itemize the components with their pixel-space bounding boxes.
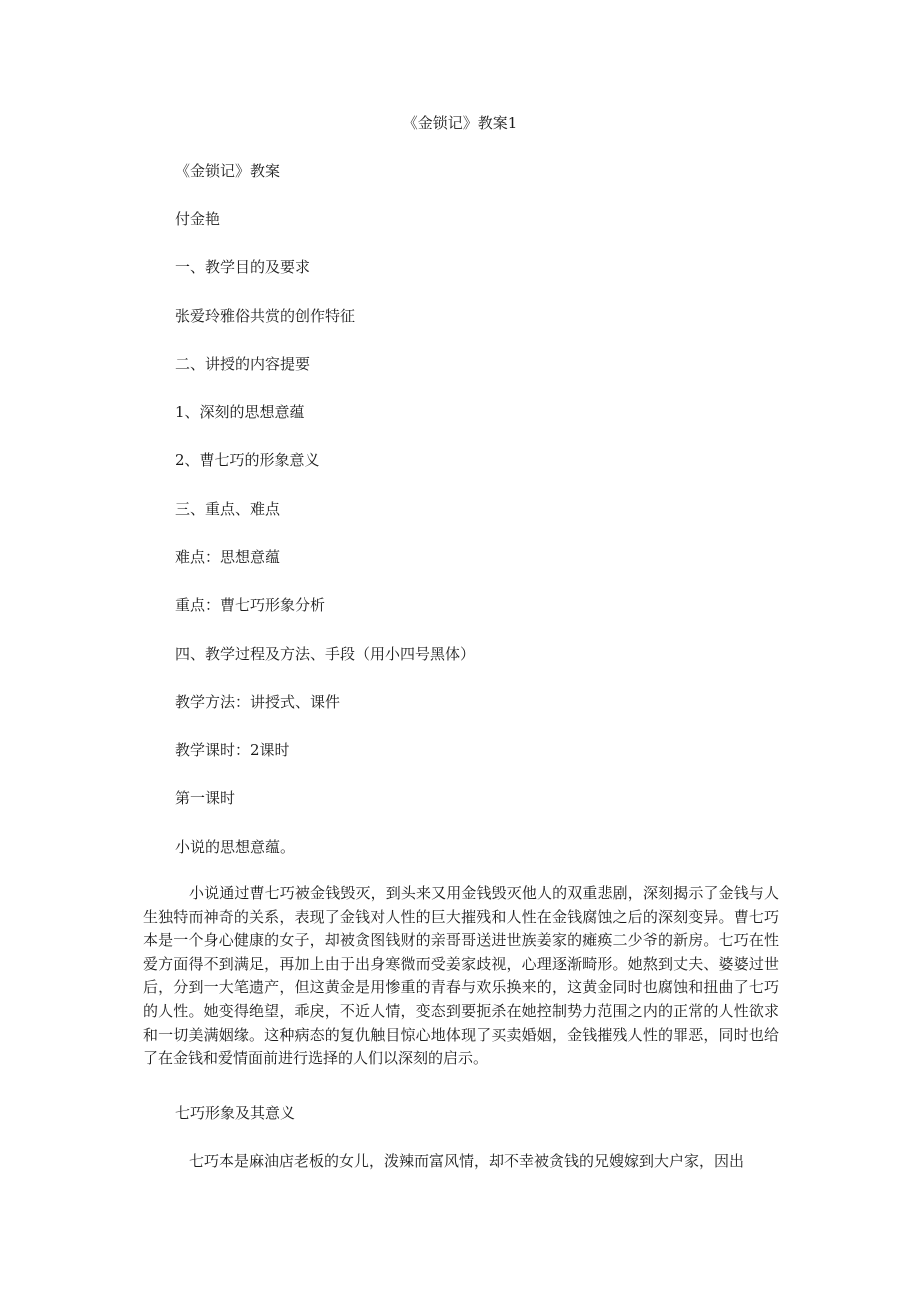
text-line: 重点：曹七巧形象分析 xyxy=(175,596,326,614)
section-heading-2: 二、讲授的内容提要 xyxy=(175,355,311,373)
text-line: 1、深刻的思想意蕴 xyxy=(175,403,305,421)
text-line: 张爱玲雅俗共赏的创作特征 xyxy=(175,307,356,325)
text-line: 难点：思想意蕴 xyxy=(175,548,281,566)
section-heading: 七巧形象及其意义 xyxy=(175,1104,296,1122)
text-line: 第一课时 xyxy=(175,789,236,807)
section-heading-3: 三、重点、难点 xyxy=(175,500,281,518)
author: 付金艳 xyxy=(175,210,221,228)
text-line: 教学课时：2课时 xyxy=(175,741,290,759)
text-line: 教学方法：讲授式、课件 xyxy=(175,693,341,711)
text-line: 2、曹七巧的形象意义 xyxy=(175,451,320,469)
subtitle: 《金锁记》教案 xyxy=(175,162,281,180)
document-title: 《金锁记》教案1 xyxy=(402,114,518,132)
body-paragraph: 七巧本是麻油店老板的女儿，泼辣而富风情，却不幸被贪钱的兄嫂嫁到大户家，因出 xyxy=(189,1152,745,1170)
section-heading-1: 一、教学目的及要求 xyxy=(175,258,311,276)
body-paragraph: 小说通过曹七巧被金钱毁灭，到头来又用金钱毁灭他人的双重悲剧，深刻揭示了金钱与人生独特而神奇的关系，表现了金钱对人性的巨大摧残和人性在金钱腐蚀之后的深刻变异。曹七巧本是一个身心健康的女子，却被贪图钱财的亲哥哥送进世族姜家的瘫痪二少爷的新房。七巧在性爱方面得不到满足，再加上由于出身寒微而受姜家歧视，心理逐渐畸形。她熬到丈夫、婆婆过世后，分到一大笔遗产，但这黄金是用惨重的青春与欢乐换来的，这黄金同时也腐蚀和扭曲了七巧的人性。她变得绝望，乖戾，不近人情，变态到要扼杀在她控制势力范围之内的正常的人性欲求和一切美满姻缘。这种病态的复仇触目惊心地体现了买卖婚姻，金钱摧残人性的罪恶，同时也给了在金钱和爱情面前进行选择的人们以深刻的启示。 xyxy=(143,884,779,1068)
text-line: 小说的思想意蕴。 xyxy=(175,838,296,856)
section-heading-4: 四、教学过程及方法、手段（用小四号黑体） xyxy=(175,645,476,663)
